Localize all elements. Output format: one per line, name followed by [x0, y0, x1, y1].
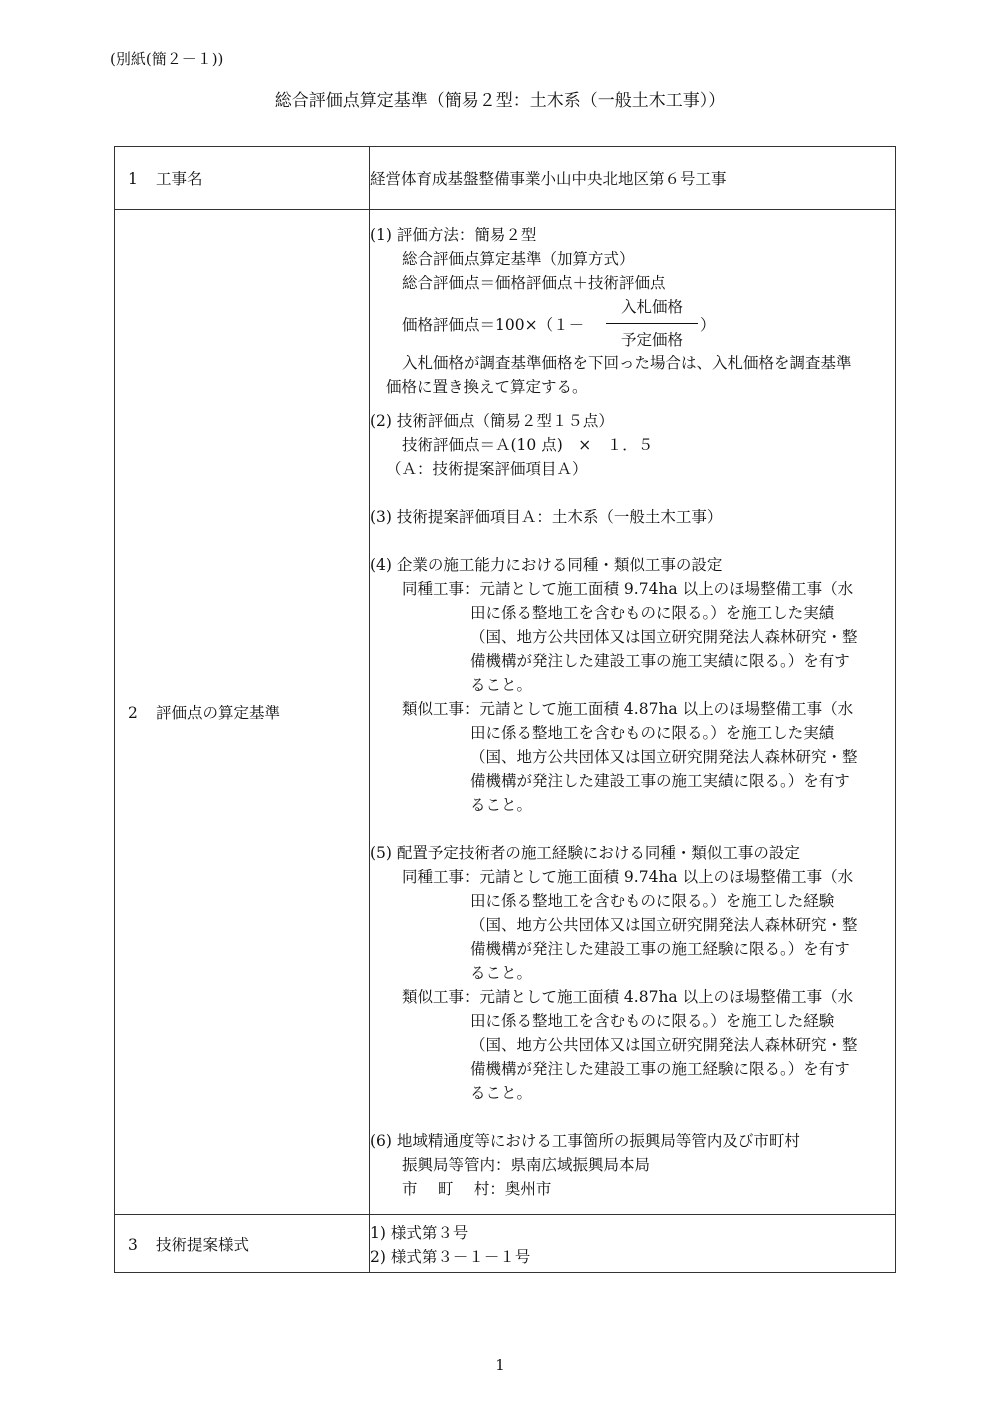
criteria-line: 備機構が発注した建設工事の施工経験に限る。）を有す	[470, 1060, 850, 1078]
criteria-line: （Ａ：技術提案評価項目Ａ）	[386, 460, 588, 478]
criteria-line: 備機構が発注した建設工事の施工実績に限る。）を有す	[470, 772, 850, 790]
section-heading: (6) 地域精通度等における工事箇所の振興局等管内及び市町村	[370, 1132, 800, 1150]
criteria-content	[370, 210, 896, 1215]
criteria-line: （国、地方公共団体又は国立研究開発法人森林研究・整	[470, 916, 858, 934]
section-heading: (2) 技術評価点（簡易２型１５点）	[370, 412, 614, 430]
criteria-line: ること。	[470, 964, 533, 982]
fraction-numerator: 入札価格	[620, 298, 683, 316]
table-row-criteria	[115, 210, 896, 1215]
row-number: 3	[128, 1235, 138, 1254]
criteria-line: ること。	[470, 676, 533, 694]
form-item: 1) 様式第３号	[370, 1224, 469, 1242]
work-name-text: 経営体育成基盤整備事業小山中央北地区第６号工事	[370, 170, 727, 188]
criteria-line: 総合評価点＝価格評価点＋技術評価点	[402, 274, 666, 292]
row-label-cell	[115, 1215, 370, 1273]
row-number: 2	[128, 704, 138, 722]
section-heading: (4) 企業の施工能力における同種・類似工事の設定	[370, 556, 723, 574]
criteria-line: 田に係る整地工を含むものに限る。）を施工した実績	[470, 724, 835, 742]
criteria-line: 総合評価点算定基準（加算方式）	[402, 250, 635, 268]
formula-lead: 価格評価点＝100×（１－	[402, 316, 585, 334]
criteria-line: 備機構が発注した建設工事の施工経験に限る。）を有す	[470, 940, 850, 958]
criteria-note: 入札価格が調査基準価格を下回った場合は、入札価格を調査基準	[402, 354, 852, 372]
criteria-line: 類似工事：元請として施工面積 4.87ha 以上のほ場整備工事（水	[402, 988, 854, 1006]
criteria-line: ること。	[470, 1084, 533, 1102]
criteria-line: 類似工事：元請として施工面積 4.87ha 以上のほ場整備工事（水	[402, 700, 854, 718]
criteria-line: 同種工事：元請として施工面積 9.74ha 以上のほ場整備工事（水	[402, 580, 854, 598]
page-number: 1	[495, 1356, 505, 1374]
section-heading: (5) 配置予定技術者の施工経験における同種・類似工事の設定	[370, 844, 800, 862]
row-label: 工事名	[156, 170, 203, 188]
fraction-denominator: 予定価格	[620, 331, 683, 349]
table-row-proposal-forms	[115, 1215, 896, 1273]
criteria-line: 技術評価点＝Ａ(10 点) × １．５	[402, 436, 654, 454]
work-name-value	[370, 147, 896, 210]
criteria-line: （国、地方公共団体又は国立研究開発法人森林研究・整	[470, 628, 858, 646]
proposal-forms-cell	[370, 1215, 896, 1273]
criteria-line: ること。	[470, 796, 533, 814]
criteria-table	[114, 146, 896, 1273]
table-row-work-name	[115, 147, 896, 210]
criteria-line: （国、地方公共団体又は国立研究開発法人森林研究・整	[470, 1036, 858, 1054]
criteria-line: 振興局等管内：県南広域振興局本局	[402, 1156, 651, 1174]
criteria-line: 田に係る整地工を含むものに限る。）を施工した経験	[470, 1012, 835, 1030]
row-label-cell	[115, 210, 370, 1215]
fraction-bar	[606, 323, 698, 324]
criteria-line: 市 町 村：奥州市	[402, 1180, 552, 1198]
formula-fraction	[606, 295, 698, 352]
criteria-line: 田に係る整地工を含むものに限る。）を施工した経験	[470, 892, 835, 910]
row-label: 技術提案様式	[156, 1235, 250, 1254]
row-label: 評価点の算定基準	[156, 704, 281, 722]
row-number: 1	[128, 170, 138, 188]
form-item: 2) 様式第３－１－１号	[370, 1248, 531, 1266]
formula-close: ）	[700, 316, 716, 334]
criteria-line: 田に係る整地工を含むものに限る。）を施工した実績	[470, 604, 835, 622]
document-title: 総合評価点算定基準（簡易２型：土木系（一般土木工事））	[274, 91, 726, 111]
criteria-line: 同種工事：元請として施工面積 9.74ha 以上のほ場整備工事（水	[402, 868, 854, 886]
price-formula	[370, 295, 895, 351]
criteria-note: 価格に置き換えて算定する。	[386, 378, 588, 396]
section-heading: (1) 評価方法：簡易２型	[370, 226, 537, 244]
section-heading: (3) 技術提案評価項目Ａ：土木系（一般土木工事）	[370, 508, 723, 526]
annex-label: (別紙(簡２－１))	[110, 50, 224, 68]
row-label-cell	[115, 147, 370, 210]
criteria-line: （国、地方公共団体又は国立研究開発法人森林研究・整	[470, 748, 858, 766]
criteria-line: 備機構が発注した建設工事の施工実績に限る。）を有す	[470, 652, 850, 670]
